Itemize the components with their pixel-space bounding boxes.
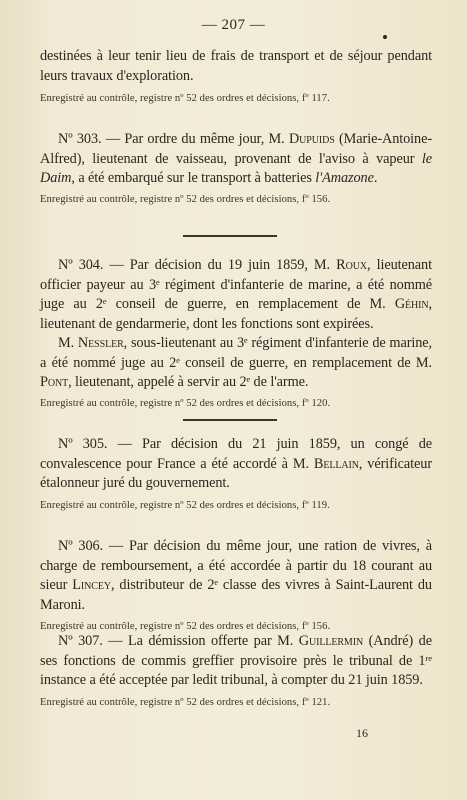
intro-section	[40, 47, 432, 106]
person-name: Dupuids	[288, 131, 335, 147]
registry-note: Enregistré au contrôle, registre nº 52 des ordres et décisions, fº 119.	[40, 499, 330, 511]
decision-304	[40, 256, 432, 411]
decision-text: , distributeur de 2ᵉ classe des vivres à Saint-Laurent du Maroni.	[40, 577, 432, 613]
decision-number: Nº 306. —	[58, 538, 124, 554]
registry-note: Enregistré au contrôle, registre nº 52 des ordres et décisions, fº 121.	[40, 696, 331, 708]
decision-305	[40, 435, 432, 513]
decision-number: Nº 304. —	[58, 257, 124, 273]
decision-text: , lieutenant, appelé à servir au 2ᵉ de l'arme.	[68, 374, 309, 390]
intro-registry: Enregistré au contrôle, registre nº 52 des ordres et décisions, fº 117.	[40, 93, 330, 104]
decision-text: (André) de ses fonctions de commis greffier provisoire près le tribunal de 1ʳᵉ instance a été acceptée par ledit tribunal, à compter du 21 juin 1859.	[40, 633, 432, 688]
decision-text: M.	[58, 335, 75, 351]
section-divider	[183, 235, 277, 237]
signature-mark: 16	[356, 726, 368, 740]
ship-name: l'Amazone	[315, 170, 374, 186]
registry-note: Enregistré au contrôle, registre nº 52 des ordres et décisions, fº 156.	[40, 621, 331, 632]
decision-number: Nº 307. —	[58, 633, 123, 649]
decision-text: , a été embarqué sur le transport à batteries	[71, 170, 312, 186]
decision-text: La démission offerte par M.	[127, 633, 294, 649]
punctuation: .	[373, 170, 378, 186]
person-name: Guillermin	[298, 633, 364, 649]
page-number: — 207 —	[201, 17, 266, 33]
decision-text: , lieutenant de gendarmerie, dont les fonctions sont expirées.	[40, 296, 433, 332]
person-name: Pont	[40, 374, 69, 390]
decision-text: Par décision du 19 juin 1859, M.	[129, 257, 331, 273]
person-name: Lincey	[72, 577, 111, 593]
registry-note: Enregistré au contrôle, registre nº 52 des ordres et décisions, fº 120.	[40, 397, 331, 409]
decision-306	[40, 537, 432, 634]
registry-note: Enregistré au contrôle, registre nº 52 des ordres et décisions, fº 156.	[40, 193, 331, 205]
decision-text: , vérificateur étalonneur juré du gouvernement.	[40, 455, 432, 491]
decision-number: Nº 303. —	[58, 131, 121, 147]
decision-text: Par décision du 21 juin 1859, un congé de convalescence pour France a été accordé à M.	[40, 436, 432, 472]
decision-text: , lieutenant officier payeur au 3ᵉ régiment d'infanterie de marine, a été nommé juge au 2ᵉ conseil de guerre, en remplacement de M.	[40, 257, 432, 312]
person-name: Bellain	[313, 455, 359, 472]
decision-307	[40, 632, 432, 710]
decision-number: Nº 305. —	[58, 436, 132, 452]
person-name: Géhin	[394, 296, 429, 312]
section-divider	[183, 419, 277, 421]
decision-text: (Marie-Antoine-Alfred), lieutenant de vaisseau, provenant de l'aviso à vapeur	[40, 131, 432, 167]
ink-dot	[383, 35, 387, 39]
person-name: Nessler	[77, 335, 124, 351]
decision-text: , sous-lieutenant au 3ᵉ régiment d'infanterie de marine, a été nommé juge au 2ᵉ conseil de guerre, en remplacement de M.	[40, 335, 432, 371]
ship-name: le Daim	[40, 150, 433, 186]
person-name: Roux	[336, 257, 367, 273]
decision-text: Par ordre du même jour, M.	[124, 131, 285, 147]
decision-303	[40, 130, 432, 207]
intro-text: destinées à leur tenir lieu de frais de transport et de séjour pendant leurs travaux d'exploration.	[40, 48, 432, 84]
decision-text: Par décision du même jour, une ration de vivres, à charge de remboursement, a été accordée à partir du 18 courant au sieur	[40, 538, 432, 593]
